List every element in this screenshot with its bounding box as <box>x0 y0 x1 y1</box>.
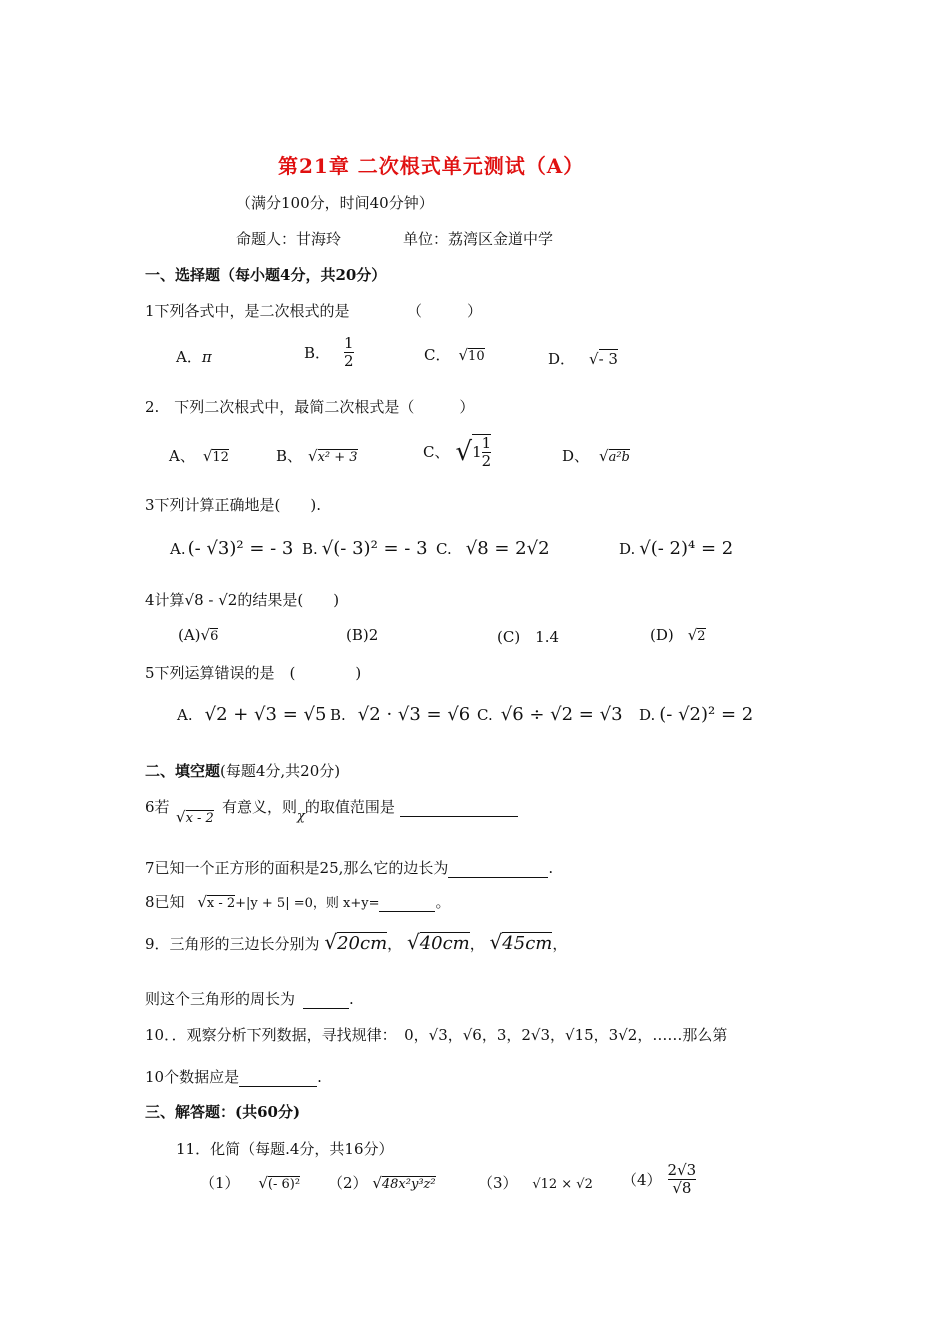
q10-answer-blank[interactable] <box>239 1072 317 1087</box>
q6-answer-blank[interactable] <box>400 800 518 817</box>
q6-text: 有意义，则χ的取值范围是 <box>222 796 518 817</box>
q9-line2: 则这个三角形的周长为 . <box>145 990 354 1008</box>
q4-option-d: (D) √2 <box>650 626 706 644</box>
q11-part3: （3） √12 × √2 <box>478 1174 593 1192</box>
section2-heading: 二、填空题(每题4分,共20分) <box>145 762 341 780</box>
q1-stem: 1下列各式中，是二次根式的是 <box>145 302 350 320</box>
q2-option-d: D、 √a²b <box>562 447 630 465</box>
author-label: 命题人：甘海玲 <box>236 230 342 248</box>
q6-radical: √x - 2 <box>176 808 214 826</box>
q9-stem: 9．三角形的三边长分别为 √20cm， √40cm， √45cm， <box>145 930 568 954</box>
q8-answer-blank[interactable] <box>379 897 435 912</box>
q4-option-b: (B)2 <box>346 626 379 644</box>
q2-option-b: B、 √x² + 3 <box>276 447 358 465</box>
section1-heading: 一、选择题（每小题4分，共20分） <box>145 266 387 284</box>
q3-option-d: D. √(- 2)⁴ = 2 <box>619 538 734 559</box>
q11-part1: （1） √(- 6)² <box>200 1174 301 1192</box>
q1-option-d: D． √- 3 <box>548 350 618 368</box>
page-title: 第21章 二次根式单元测试（A） <box>278 154 585 178</box>
q4-stem: 4计算√8 - √2的结果是( ) <box>145 591 340 609</box>
q2-option-c: C、 √ 1 $\frac{1}{2}$ <box>423 434 492 470</box>
section3-heading: 三、解答题：(共60分) <box>145 1103 301 1121</box>
q1-option-a: A．π <box>176 348 212 366</box>
q4-option-a: (A)√6 <box>178 626 219 644</box>
q2-stem: 2. 下列二次根式中，最简二次根式是（ ） <box>145 398 475 416</box>
q10-line2: 10个数据应是 . <box>145 1068 322 1086</box>
q3-option-b: B. √(- 3)² = - 3 <box>302 538 428 559</box>
q11-part4: （4） $\frac{2√3}{√8}$ <box>622 1161 697 1197</box>
q3-option-a: A. (- √3)² = - 3 <box>170 538 294 559</box>
q10-stem: 10．．观察分析下列数据，寻找规律： 0，√3，√6，3，2√3，√15，3√2，……那么第 <box>145 1026 728 1044</box>
q5-option-d: D. (- √2)² = 2 <box>639 704 754 725</box>
exam-info: （满分100分，时间40分钟） <box>236 194 434 212</box>
q8-stem: 8已知 √x - 2+|y + 5| =0，则 x+y= 。 <box>145 893 451 911</box>
q7-stem: 7已知一个正方形的面积是25,那么它的边长为 . <box>145 859 554 877</box>
q9-answer-blank[interactable] <box>303 994 349 1009</box>
q4-option-c: (C) 1.4 <box>497 628 560 646</box>
q3-option-c: C. √8 = 2√2 <box>436 538 550 559</box>
q1-paren: （ ） <box>407 302 483 320</box>
q6-stem: 6若 <box>145 798 170 816</box>
q1-option-c: C． √10 <box>424 346 485 364</box>
q1-option-b: B． $\frac{1}{2}$ <box>304 334 354 370</box>
q11-part2: （2） √48x²y³z² <box>328 1174 436 1192</box>
q3-stem: 3下列计算正确地是( ). <box>145 496 322 514</box>
q5-stem: 5下列运算错误的是 ( ) <box>145 664 362 682</box>
q7-answer-blank[interactable] <box>448 861 548 878</box>
q5-option-c: C. √6 ÷ √2 = √3 <box>477 704 623 725</box>
unit-label: 单位：荔湾区金道中学 <box>403 230 554 248</box>
q5-option-b: B. √2 · √3 = √6 <box>330 704 471 725</box>
q2-option-a: A、 √12 <box>169 447 229 465</box>
q5-option-a: A. √2 + √3 = √5 <box>177 704 327 725</box>
q11-stem: 11．化简（每题.4分，共16分） <box>176 1140 394 1158</box>
